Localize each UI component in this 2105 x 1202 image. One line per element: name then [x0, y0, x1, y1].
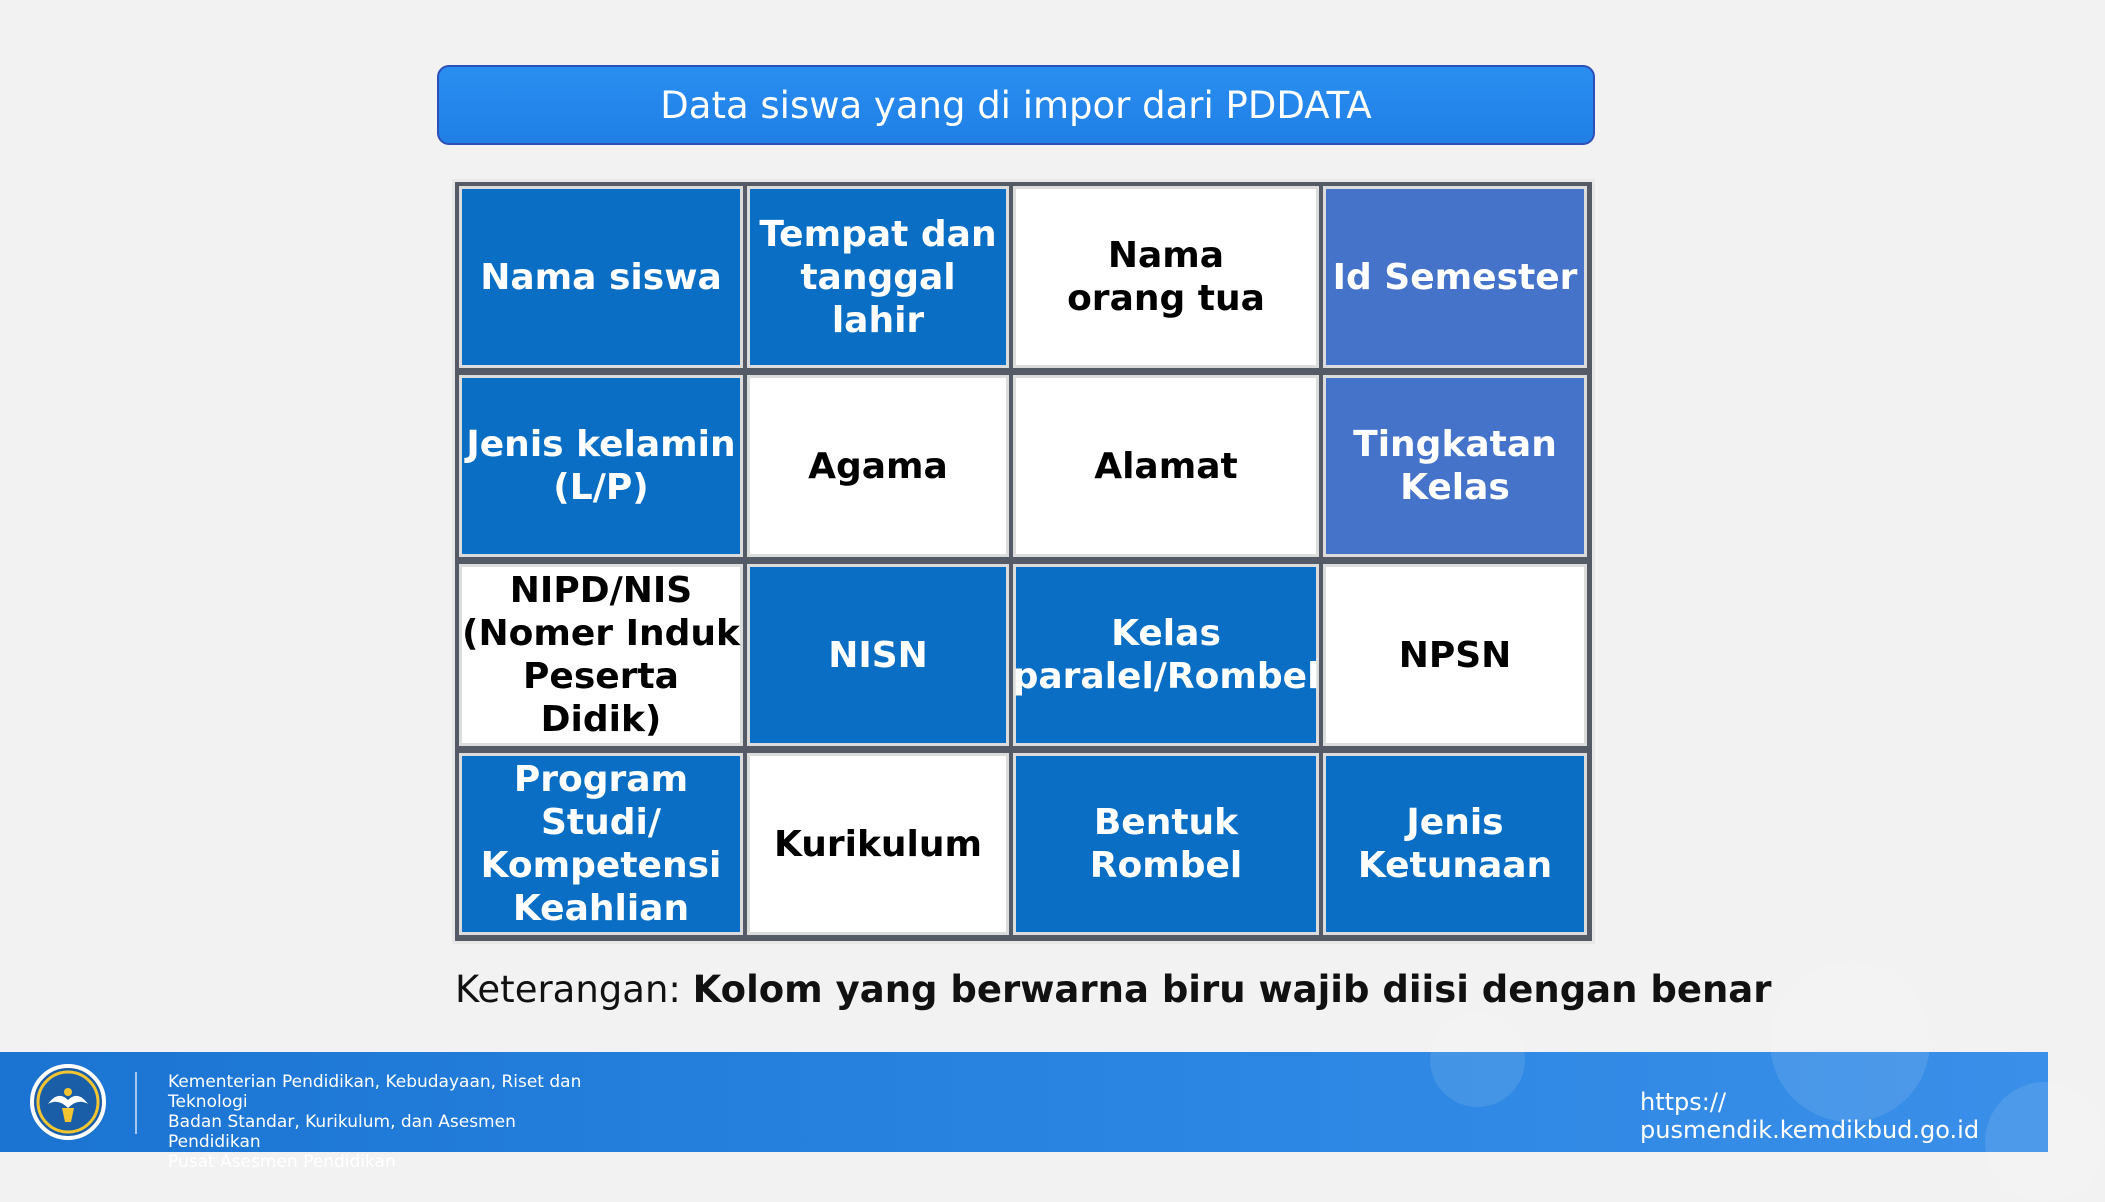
legend-note — [455, 968, 1772, 1011]
field-cell: Nama orang tua — [1013, 186, 1319, 368]
field-cell: Bentuk Rombel — [1013, 753, 1319, 935]
field-cell: Program Studi/ Kompetensi Keahlian — [459, 753, 743, 935]
footer-org-line: Badan Standar, Kurikulum, dan Asesmen Pendidikan — [168, 1112, 516, 1152]
footer-organization — [168, 1072, 608, 1172]
data-fields-grid — [459, 186, 1588, 937]
field-cell: Id Semester — [1323, 186, 1587, 368]
field-cell: Alamat — [1013, 375, 1319, 557]
legend-note-prefix: Keterangan: — [455, 968, 693, 1011]
slide-title-bar — [437, 65, 1595, 145]
footer-url[interactable]: https:// pusmendik.kemdikbud.go.id — [1640, 1088, 1980, 1144]
field-cell: Jenis Ketunaan — [1323, 753, 1587, 935]
data-fields-table — [452, 179, 1595, 944]
field-cell: Nama siswa — [459, 186, 743, 368]
field-cell: NISN — [747, 564, 1009, 746]
footer-divider — [135, 1072, 137, 1134]
field-cell: Tingkatan Kelas — [1323, 375, 1587, 557]
tut-wuri-handayani-logo-icon — [30, 1064, 106, 1140]
field-cell: Kurikulum — [747, 753, 1009, 935]
field-cell: NIPD/NIS (Nomer Induk Peserta Didik) — [459, 564, 743, 746]
legend-note-emphasis: Kolom yang berwarna biru wajib diisi dengan benar — [692, 968, 1772, 1011]
footer-bar — [0, 1052, 2048, 1172]
field-cell: Agama — [747, 375, 1009, 557]
field-cell: Jenis kelamin (L/P) — [459, 375, 743, 557]
footer-org-line: Pusat Asesmen Pendidikan — [168, 1152, 396, 1172]
slide-title: Data siswa yang di impor dari PDDATA — [660, 83, 1372, 127]
field-cell: Kelas paralel/Rombel — [1013, 564, 1319, 746]
field-cell: Tempat dan tanggal lahir — [747, 186, 1009, 368]
footer-org-line: Kementerian Pendidikan, Kebudayaan, Riset dan Teknologi — [168, 1072, 582, 1112]
field-cell: NPSN — [1323, 564, 1587, 746]
